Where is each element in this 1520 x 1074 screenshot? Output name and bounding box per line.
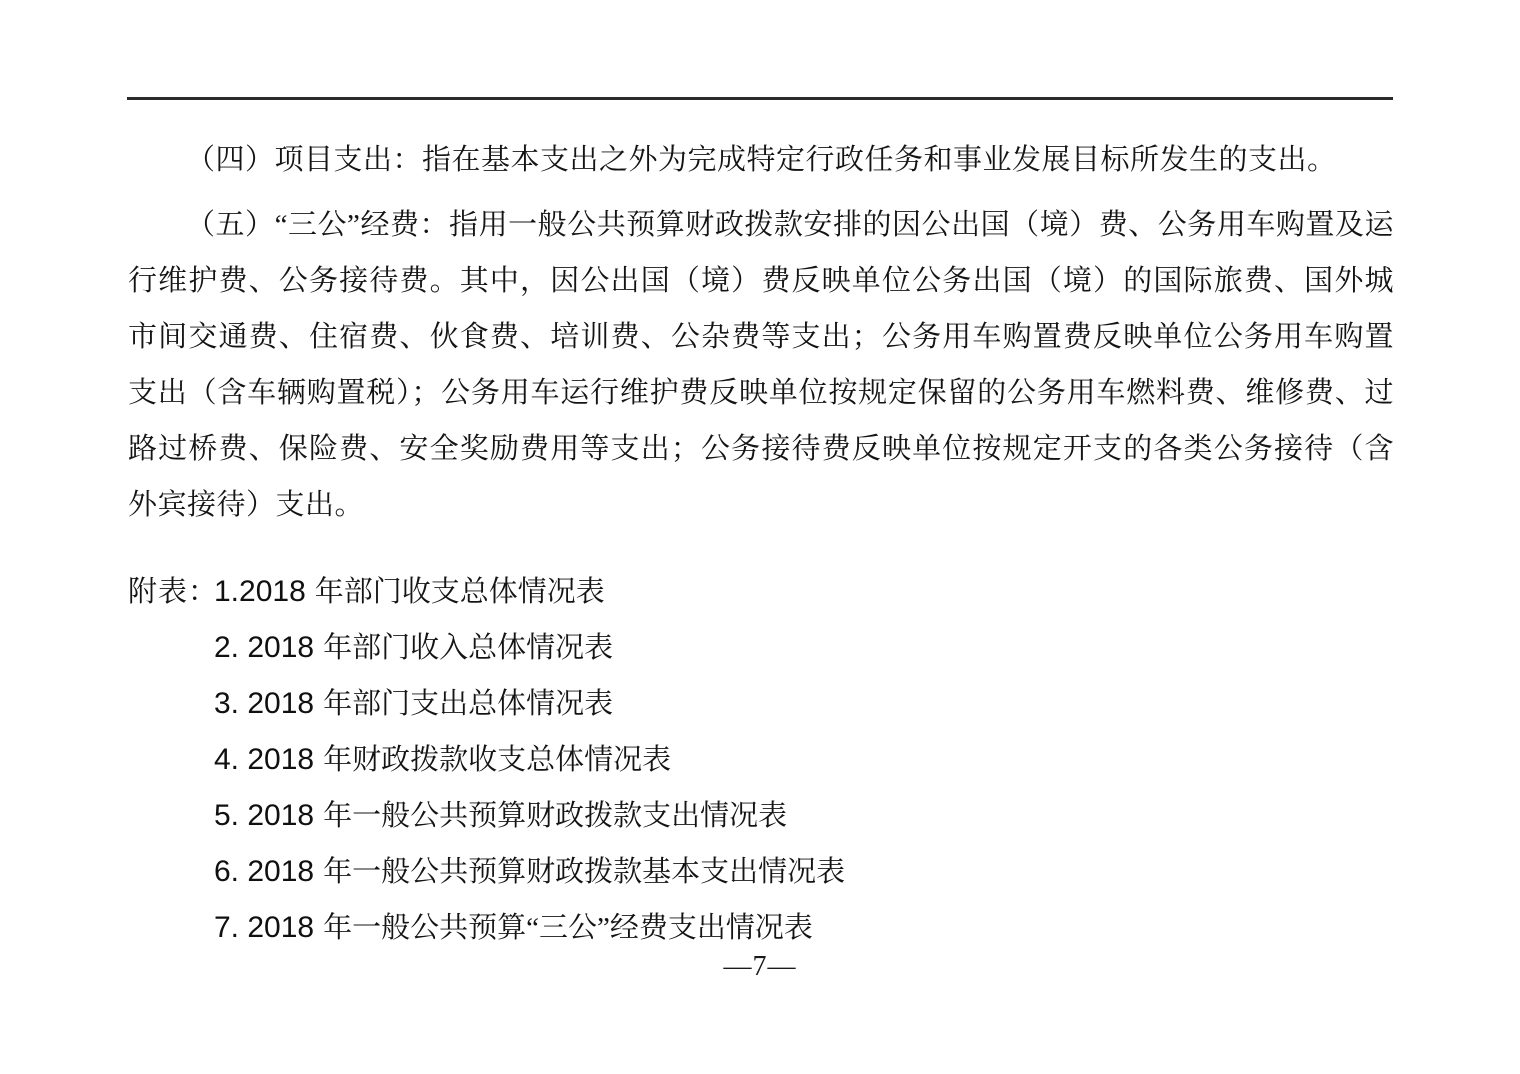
appendix-row-6 [128, 844, 1394, 900]
appendix-row-2 [128, 620, 1394, 676]
appendix-item-number: 3. 2018 [214, 687, 315, 720]
appendix-item-number: 6. 2018 [214, 855, 315, 888]
appendix-row-7 [128, 900, 1394, 956]
appendix-label: 附表： [128, 576, 219, 608]
appendix-item-number: 7. 2018 [214, 911, 315, 944]
appendix-item-number: 2. 2018 [214, 631, 315, 664]
appendix-item-title: 年一般公共预算财政拨款基本支出情况表 [323, 856, 846, 888]
appendix-item-title: 年部门收支总体情况表 [314, 576, 605, 608]
appendix-item-title: 年财政拨款收支总体情况表 [323, 744, 672, 776]
paragraph-project-expenditure: （四）项目支出：指在基本支出之外为完成特定行政任务和事业发展目标所发生的支出。 [186, 144, 1337, 176]
appendix-row-5 [128, 788, 1394, 844]
appendix-item-title: 年部门支出总体情况表 [323, 688, 614, 720]
appendix-item-title: 年一般公共预算“三公”经费支出情况表 [323, 912, 813, 944]
paragraph-three-public-funds: （五）“三公”经费：指用一般公共预算财政拨款安排的因公出国（境）费、公务用车购置及运行维护费、公务接待费。其中，因公出国（境）费反映单位公务出国（境）的国际旅费、国外城市间交通费、住宿费、伙食费、培训费、公杂费等支出；公务用车购置费反映单位公务用车购置支出（含车辆购置税）；公务用车运行维护费反映单位按规定保留的公务用车燃料费、维修费、过路过桥费、保险费、安全奖励费用等支出；公务接待费反映单位按规定开支的各类公务接待（含外宾接待）支出。 [128, 209, 1394, 521]
page-number: —7— [723, 951, 797, 982]
appendix-item-number: 5. 2018 [214, 799, 315, 832]
document-body [128, 132, 1394, 956]
appendix-row-4 [128, 732, 1394, 788]
appendix-item-title: 年部门收入总体情况表 [323, 632, 614, 664]
appendix-item-number: 1.2018 [214, 575, 306, 608]
appendix-table-list [128, 564, 1394, 956]
header-divider-line [127, 97, 1393, 100]
appendix-row-3 [128, 676, 1394, 732]
appendix-item-number: 4. 2018 [214, 743, 315, 776]
appendix-item-title: 年一般公共预算财政拨款支出情况表 [323, 800, 788, 832]
appendix-row-1 [128, 564, 1394, 620]
